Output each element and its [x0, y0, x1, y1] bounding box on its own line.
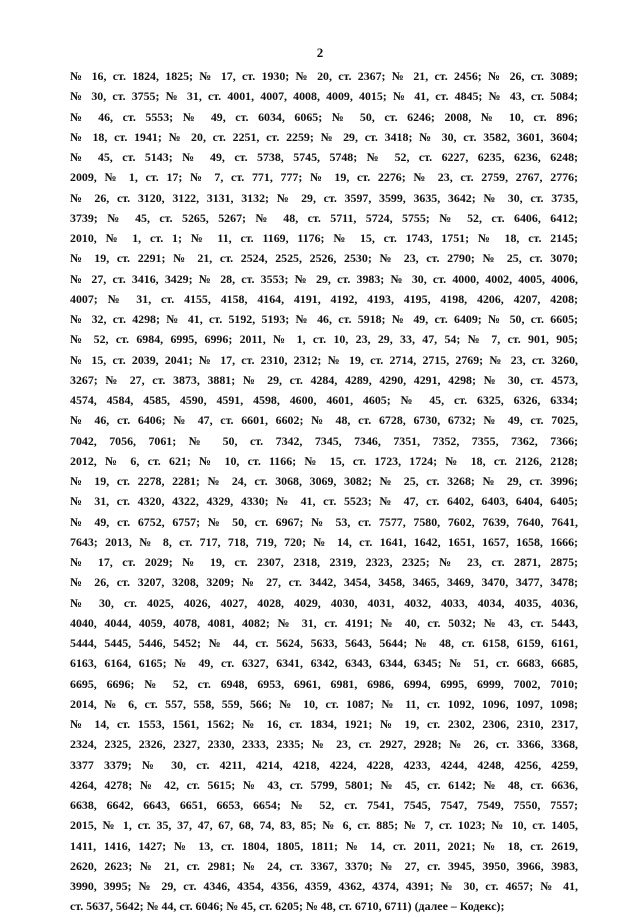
text-line: № 49, ст. 6752, 6757; № 50, ст. 6967; № 53, ст. 7577, 7580, 7602, 7639, 7640, 7641,	[70, 514, 578, 529]
text-line: 1411, 1416, 1427; № 13, ст. 1804, 1805, 1811; № 14, ст. 2011, 2021; № 18, ст. 2619,	[70, 838, 578, 853]
text-line: 4040, 4044, 4059, 4078, 4081, 4082; № 31, ст. 4191; № 40, ст. 5032; № 43, ст. 5443,	[70, 615, 578, 630]
text-line: 3377 3379; № 30, ст. 4211, 4214, 4218, 4224, 4228, 4233, 4244, 4248, 4256, 4259,	[70, 757, 578, 772]
text-line: № 32, ст. 4298; № 41, ст. 5192, 5193; № 46, ст. 5918; № 49, ст. 6409; № 50, ст. 6605;	[70, 312, 578, 326]
text-line: № 27, ст. 3416, 3429; № 28, ст. 3553; № 29, ст. 3983; № 30, ст. 4000, 4002, 4005, 4006,	[70, 271, 578, 286]
text-line: 3739; № 45, ст. 5265, 5267; № 48, ст. 5711, 5724, 5755; № 52, ст. 6406, 6412;	[70, 210, 578, 225]
text-line: № 46, ст. 5553; № 49, ст. 6034, 6065; № 50, ст. 6246; 2008, № 10, ст. 896;	[70, 109, 578, 124]
text-line: 4007; № 31, ст. 4155, 4158, 4164, 4191, 4192, 4193, 4195, 4198, 4206, 4207, 4208;	[70, 291, 578, 306]
text-line: № 15, ст. 2039, 2041; № 17, ст. 2310, 2312; № 19, ст. 2714, 2715, 2769; № 23, ст. 3260,	[70, 352, 578, 367]
text-line: № 30, ст. 3755; № 31, ст. 4001, 4007, 4008, 4009, 4015; № 41, ст. 4845; № 43, ст. 5084;	[70, 89, 578, 104]
text-line: 2324, 2325, 2326, 2327, 2330, 2333, 2335; № 23, ст. 2927, 2928; № 26, ст. 3366, 3368,	[70, 737, 578, 752]
text-line: № 14, ст. 1553, 1561, 1562; № 16, ст. 1834, 1921; № 19, ст. 2302, 2306, 2310, 2317,	[70, 717, 578, 731]
text-line: ст. 5637, 5642; № 44, ст. 6046; № 45, ст. 6205; № 48, ст. 6710, 6711) (далее – Кодекс);	[70, 899, 505, 914]
text-line: № 26, ст. 3120, 3122, 3131, 3132; № 29, ст. 3597, 3599, 3635, 3642; № 30, ст. 3735,	[70, 190, 578, 205]
text-line: 2015, № 1, ст. 35, 37, 47, 67, 68, 74, 83, 85; № 6, ст. 885; № 7, ст. 1023; № 10, ст. 1405,	[70, 818, 578, 833]
text-line: 2012, № 6, ст. 621; № 10, ст. 1166; № 15, ст. 1723, 1724; № 18, ст. 2126, 2128;	[70, 453, 578, 468]
text-line: № 31, ст. 4320, 4322, 4329, 4330; № 41, ст. 5523; № 47, ст. 6402, 6403, 6404, 6405;	[70, 494, 578, 509]
text-line: 2620, 2623; № 21, ст. 2981; № 24, ст. 3367, 3370; № 27, ст. 3945, 3950, 3966, 3983,	[70, 858, 578, 873]
text-line: № 16, ст. 1824, 1825; № 17, ст. 1930; № 20, ст. 2367; № 21, ст. 2456; № 26, ст. 3089;	[70, 69, 578, 83]
text-line: № 18, ст. 1941; № 20, ст. 2251, ст. 2259; № 29, ст. 3418; № 30, ст. 3582, 3601, 3604;	[70, 129, 578, 144]
text-line: 4264, 4278; № 42, ст. 5615; № 43, ст. 5799, 5801; № 45, ст. 6142; № 48, ст. 6636,	[70, 777, 578, 792]
text-line: № 52, ст. 6984, 6995, 6996; 2011, № 1, ст. 10, 23, 29, 33, 47, 54; № 7, ст. 901, 905;	[70, 332, 578, 347]
text-line: № 30, ст. 4025, 4026, 4027, 4028, 4029, 4030, 4031, 4032, 4033, 4034, 4035, 4036,	[70, 595, 578, 610]
text-line: 2010, № 1, ст. 1; № 11, ст. 1169, 1176; № 15, ст. 1743, 1751; № 18, ст. 2145;	[70, 231, 578, 245]
text-line: № 45, ст. 5143; № 49, ст. 5738, 5745, 5748; № 52, ст. 6227, 6235, 6236, 6248;	[70, 150, 578, 164]
text-line: 6695, 6696; № 52, ст. 6948, 6953, 6961, 6981, 6986, 6994, 6995, 6999, 7002, 7010;	[70, 676, 578, 691]
text-line: № 26, ст. 3207, 3208, 3209; № 27, ст. 3442, 3454, 3458, 3465, 3469, 3470, 3477, 3478;	[70, 575, 578, 590]
text-line: № 19, ст. 2291; № 21, ст. 2524, 2525, 2526, 2530; № 23, ст. 2790; № 25, ст. 3070;	[70, 251, 578, 266]
text-line: 7042, 7056, 7061; № 50, ст. 7342, 7345, 7346, 7351, 7352, 7355, 7362, 7366;	[70, 433, 578, 448]
text-line: № 19, ст. 2278, 2281; № 24, ст. 3068, 3069, 3082; № 25, ст. 3268; № 29, ст. 3996;	[70, 474, 578, 488]
text-line: 6638, 6642, 6643, 6651, 6653, 6654; № 52, ст. 7541, 7545, 7547, 7549, 7550, 7557;	[70, 798, 578, 812]
text-line: 6163, 6164, 6165; № 49, ст. 6327, 6341, 6342, 6343, 6344, 6345; № 51, ст. 6683, 6685,	[70, 656, 578, 671]
text-line: № 46, ст. 6406; № 47, ст. 6601, 6602; № 48, ст. 6728, 6730, 6732; № 49, ст. 7025,	[70, 413, 578, 428]
text-line: 5444, 5445, 5446, 5452; № 44, ст. 5624, 5633, 5643, 5644; № 48, ст. 6158, 6159, 6161,	[70, 636, 578, 650]
text-line: 3990, 3995; № 29, ст. 4346, 4354, 4356, 4359, 4362, 4374, 4391; № 30, ст. 4657; № 41,	[70, 879, 578, 893]
text-line: 2009, № 1, ст. 17; № 7, ст. 771, 777; № 19, ст. 2276; № 23, ст. 2759, 2767, 2776;	[70, 170, 578, 185]
page-number: 2	[316, 45, 324, 60]
text-line: 3267; № 27, ст. 3873, 3881; № 29, ст. 4284, 4289, 4290, 4291, 4298; № 30, ст. 4573,	[70, 372, 578, 387]
text-line: 4574, 4584, 4585, 4590, 4591, 4598, 4600, 4601, 4605; № 45, ст. 6325, 6326, 6334;	[70, 393, 578, 407]
text-line: 7643; 2013, № 8, ст. 717, 718, 719, 720; № 14, ст. 1641, 1642, 1651, 1657, 1658, 1666;	[70, 534, 578, 549]
text-line: № 17, ст. 2029; № 19, ст. 2307, 2318, 2319, 2323, 2325; № 23, ст. 2871, 2875;	[70, 555, 578, 569]
text-line: 2014, № 6, ст. 557, 558, 559, 566; № 10, ст. 1087; № 11, ст. 1092, 1096, 1097, 1098;	[70, 696, 578, 711]
body-text	[70, 66, 578, 917]
